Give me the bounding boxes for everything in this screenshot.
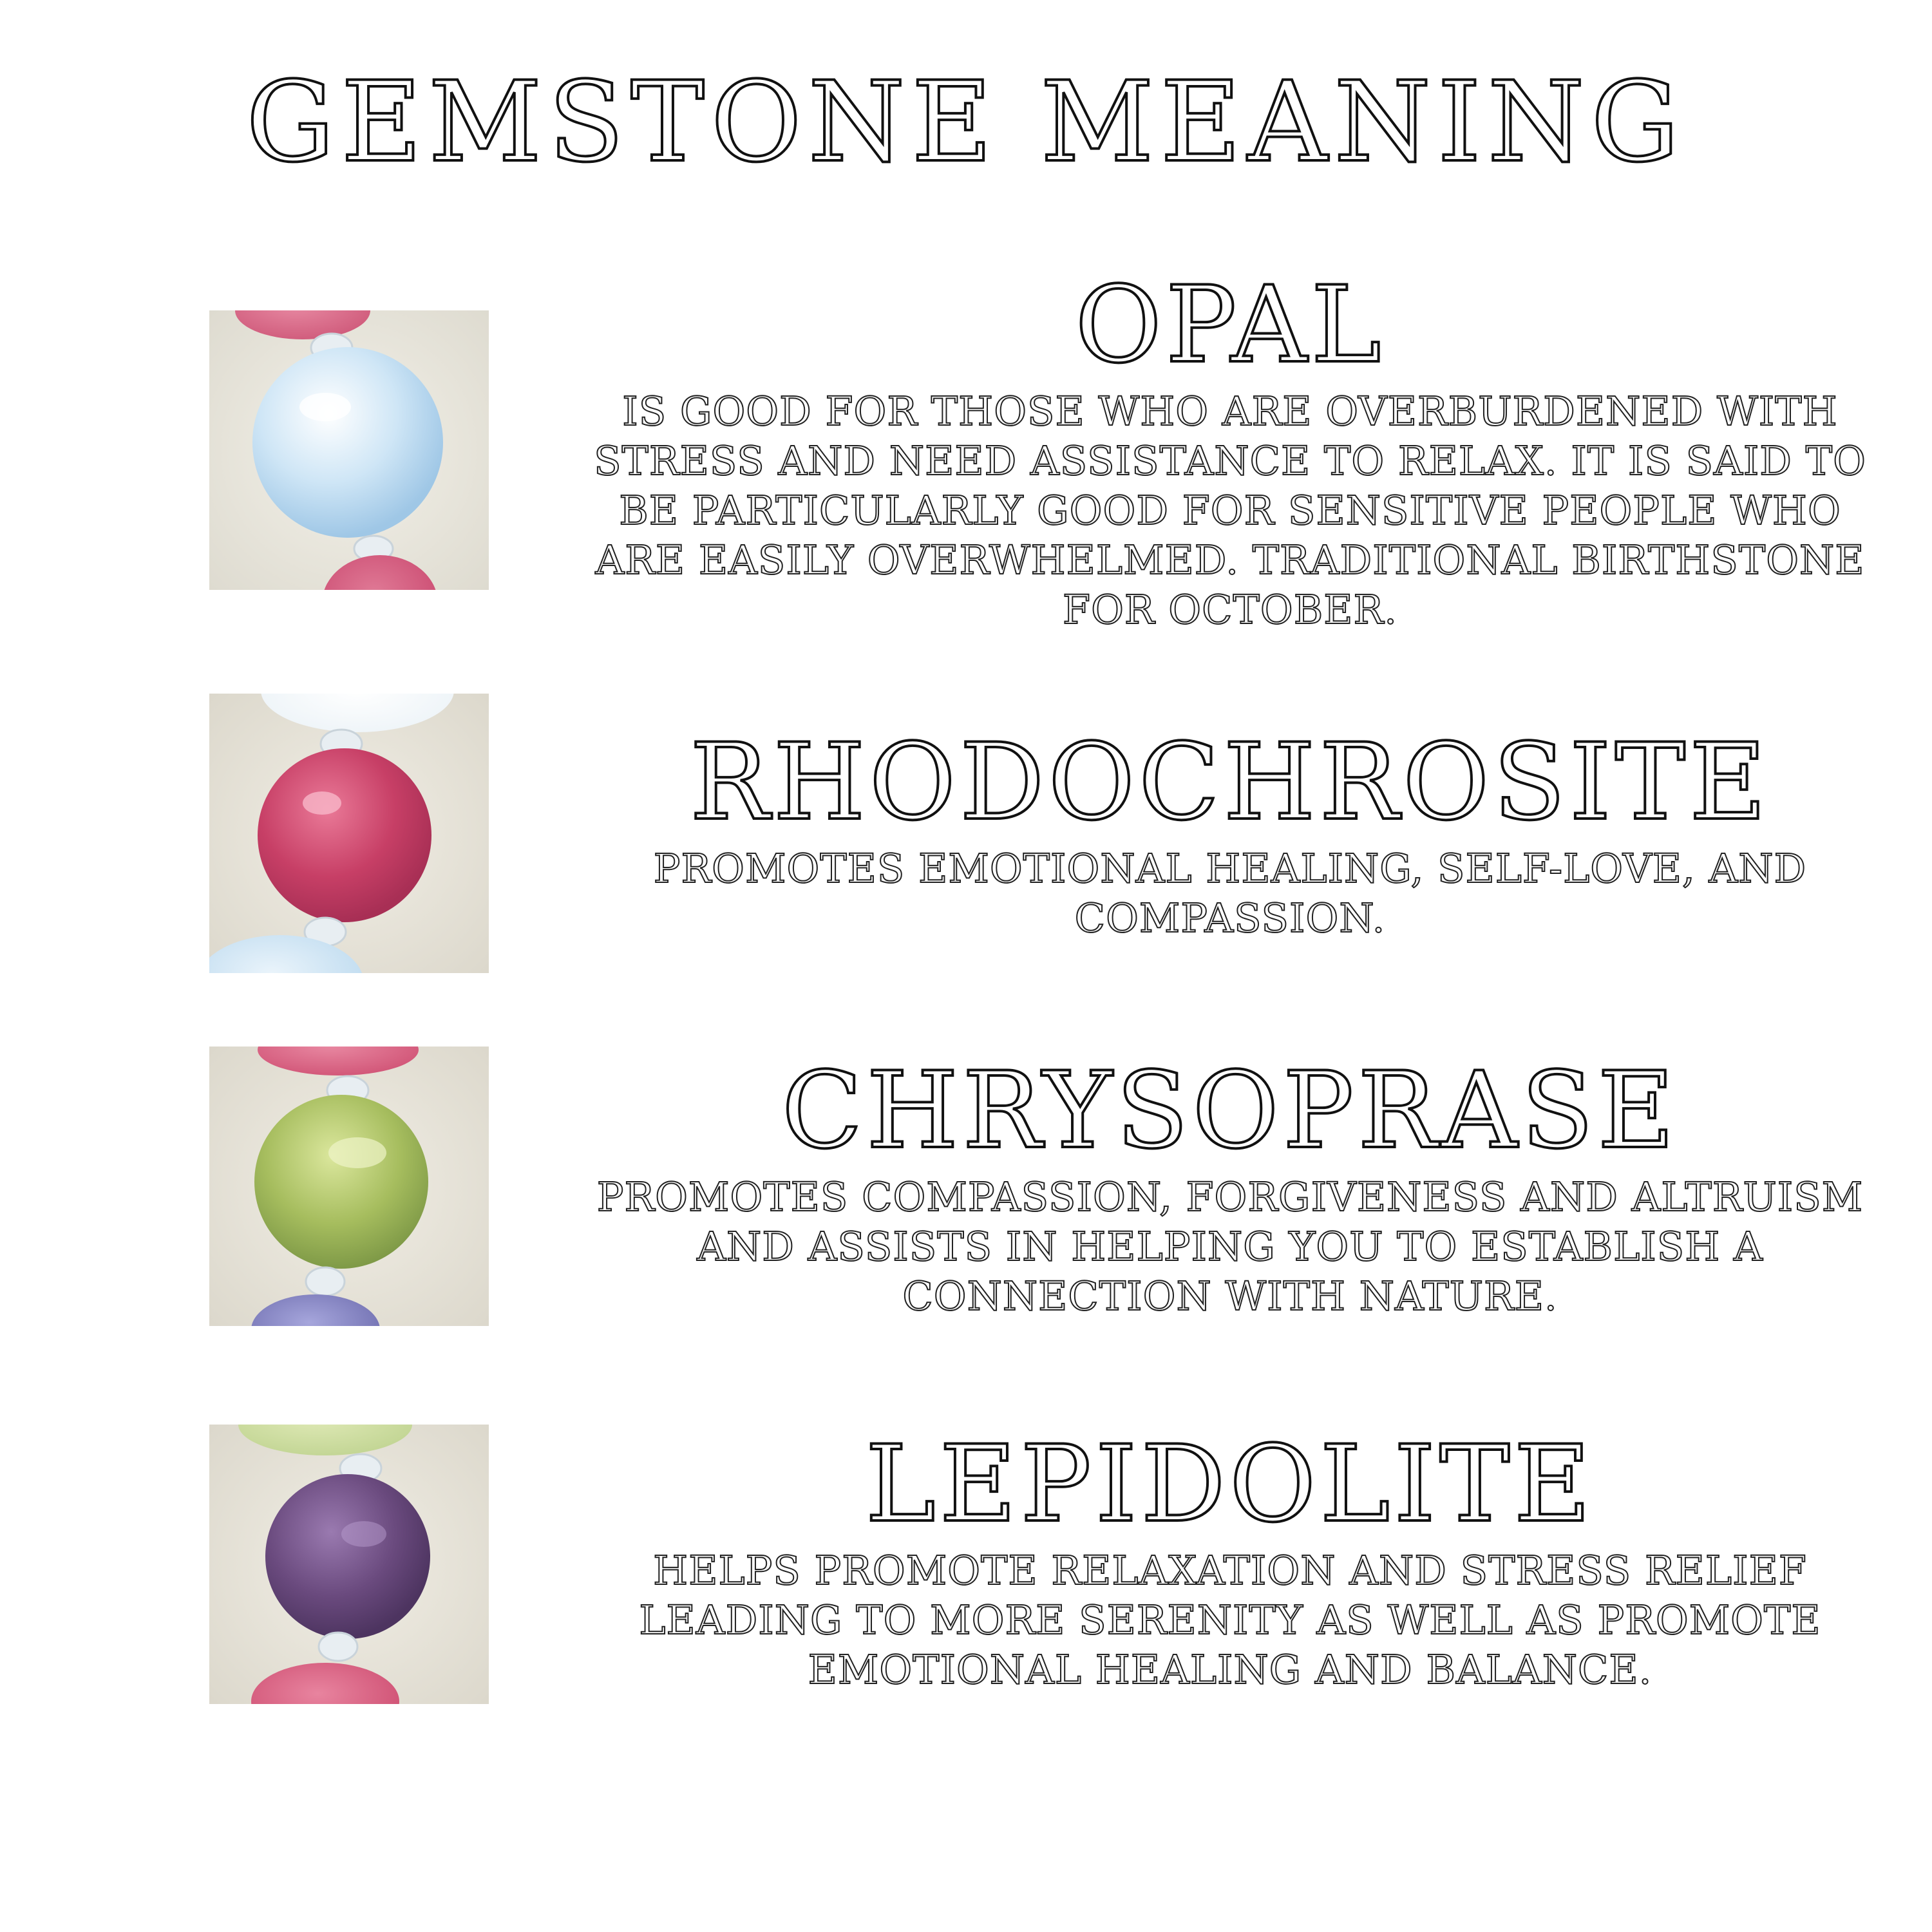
opal-bead-photo — [209, 310, 489, 590]
rhodochrosite-bead-photo — [209, 694, 489, 973]
rhodochrosite-title: RHODOCHROSITE — [690, 721, 1770, 844]
rhodochrosite-description: PROMOTES EMOTIONAL HEALING, SELF-LOVE, AND COMPASSION. — [653, 845, 1807, 942]
chrysoprase-title: CHRYSOPRASE — [781, 1049, 1679, 1172]
chrysoprase-description: PROMOTES COMPASSION, FORGIVENESS AND ALTRUISM AND ASSISTS IN HELPING YOU TO ESTABLISH A CONNECTION WITH NATURE. — [596, 1173, 1864, 1320]
opal-description: IS GOOD FOR THOSE WHO ARE OVERBURDENED WITH STRESS AND NEED ASSISTANCE TO RELAX. IT IS SAID TO BE PARTICULARLY GOOD FOR SENSITIVE PEOPLE WHO ARE EASILY OVERWHELMED. TRADITIONAL BIRTHSTONE FOR OCTOBER. — [594, 388, 1866, 633]
chrysoprase-bead-photo — [209, 1046, 489, 1326]
lepidolite-bead-photo — [209, 1425, 489, 1704]
lepidolite-title: LEPIDOLITE — [865, 1423, 1595, 1546]
opal-title: OPAL — [1075, 263, 1385, 386]
page-title: GEMSTONE MEANING — [246, 57, 1686, 187]
lepidolite-description: HELPS PROMOTE RELAXATION AND STRESS RELIEF LEADING TO MORE SERENITY AS WELL AS PROMOTE EMOTIONAL HEALING AND BALANCE. — [639, 1547, 1821, 1693]
